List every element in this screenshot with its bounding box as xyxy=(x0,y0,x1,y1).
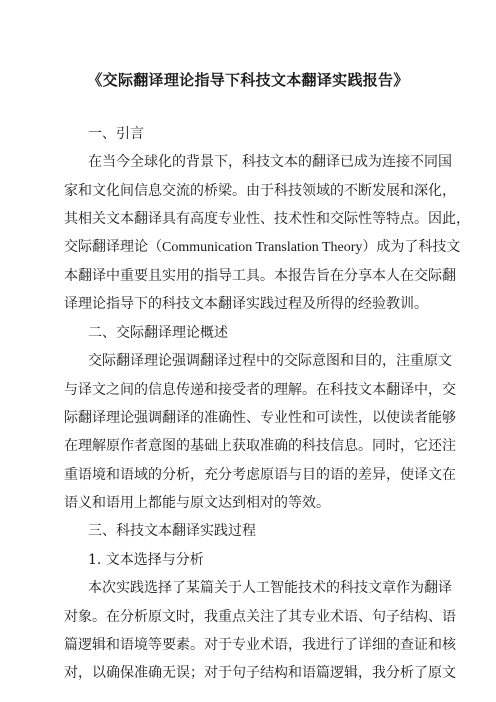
paragraph-line: 在理解原作者意图的基础上获取准确的科技信息。同时，它还注 xyxy=(64,438,456,455)
section-heading: 一、引言 xyxy=(88,126,144,142)
paragraph-line: 际翻译理论强调翻译的准确性、专业性和可读性，以使读者能够 xyxy=(64,409,456,426)
paragraph-line: 篇逻辑和语境等要素。对于专业术语，我进行了详细的查证和核 xyxy=(64,637,456,654)
paragraph-line: 与译文之间的信息传递和接受者的理解。在科技文本翻译中，交 xyxy=(64,381,456,398)
paragraph-line: 交际翻译理论（Communication Translation Theory）成为了科技文 xyxy=(64,239,461,255)
paragraph-line: 家和文化间信息交流的桥梁。由于科技领域的不断发展和深化， xyxy=(64,182,456,199)
paragraph-line: 其相关文本翻译具有高度专业性、技术性和交际性等特点。因此， xyxy=(64,211,470,228)
section-heading: 二、交际翻译理论概述 xyxy=(88,324,228,341)
paragraph-line: 交际翻译理论强调翻译过程中的交际意图和目的，注重原文 xyxy=(88,353,452,370)
paragraph-line: 重语境和语域的分析，充分考虑原语与目的语的差异，使译文在 xyxy=(64,466,456,483)
paragraph-line: 对，以确保准确无误；对于句子结构和语篇逻辑，我分析了原文 xyxy=(64,665,456,682)
document-title: 《交际翻译理论指导下科技文本翻译实践报告》 xyxy=(87,71,409,89)
paragraph-line: 译理论指导下的科技文本翻译实践过程及所得的经验教训。 xyxy=(64,296,428,313)
section-intro xyxy=(64,120,470,688)
paragraph-line: 本翻译中重要且实用的指导工具。本报告旨在分享本人在交际翻 xyxy=(64,267,456,284)
section-heading: 三、科技文本翻译实践过程 xyxy=(88,523,256,540)
paragraph-line: 对象。在分析原文时，我重点关注了其专业术语、句子结构、语 xyxy=(64,608,456,625)
paragraph-line: 语义和语用上都能与原文达到相对的等效。 xyxy=(64,495,330,512)
paragraph-line: 本次实践选择了某篇关于人工智能技术的科技文章作为翻译 xyxy=(88,580,452,597)
subsection-heading: 1. 文本选择与分析 xyxy=(88,551,204,568)
paragraph-line: 在当今全球化的背景下，科技文本的翻译已成为连接不同国 xyxy=(88,154,452,171)
